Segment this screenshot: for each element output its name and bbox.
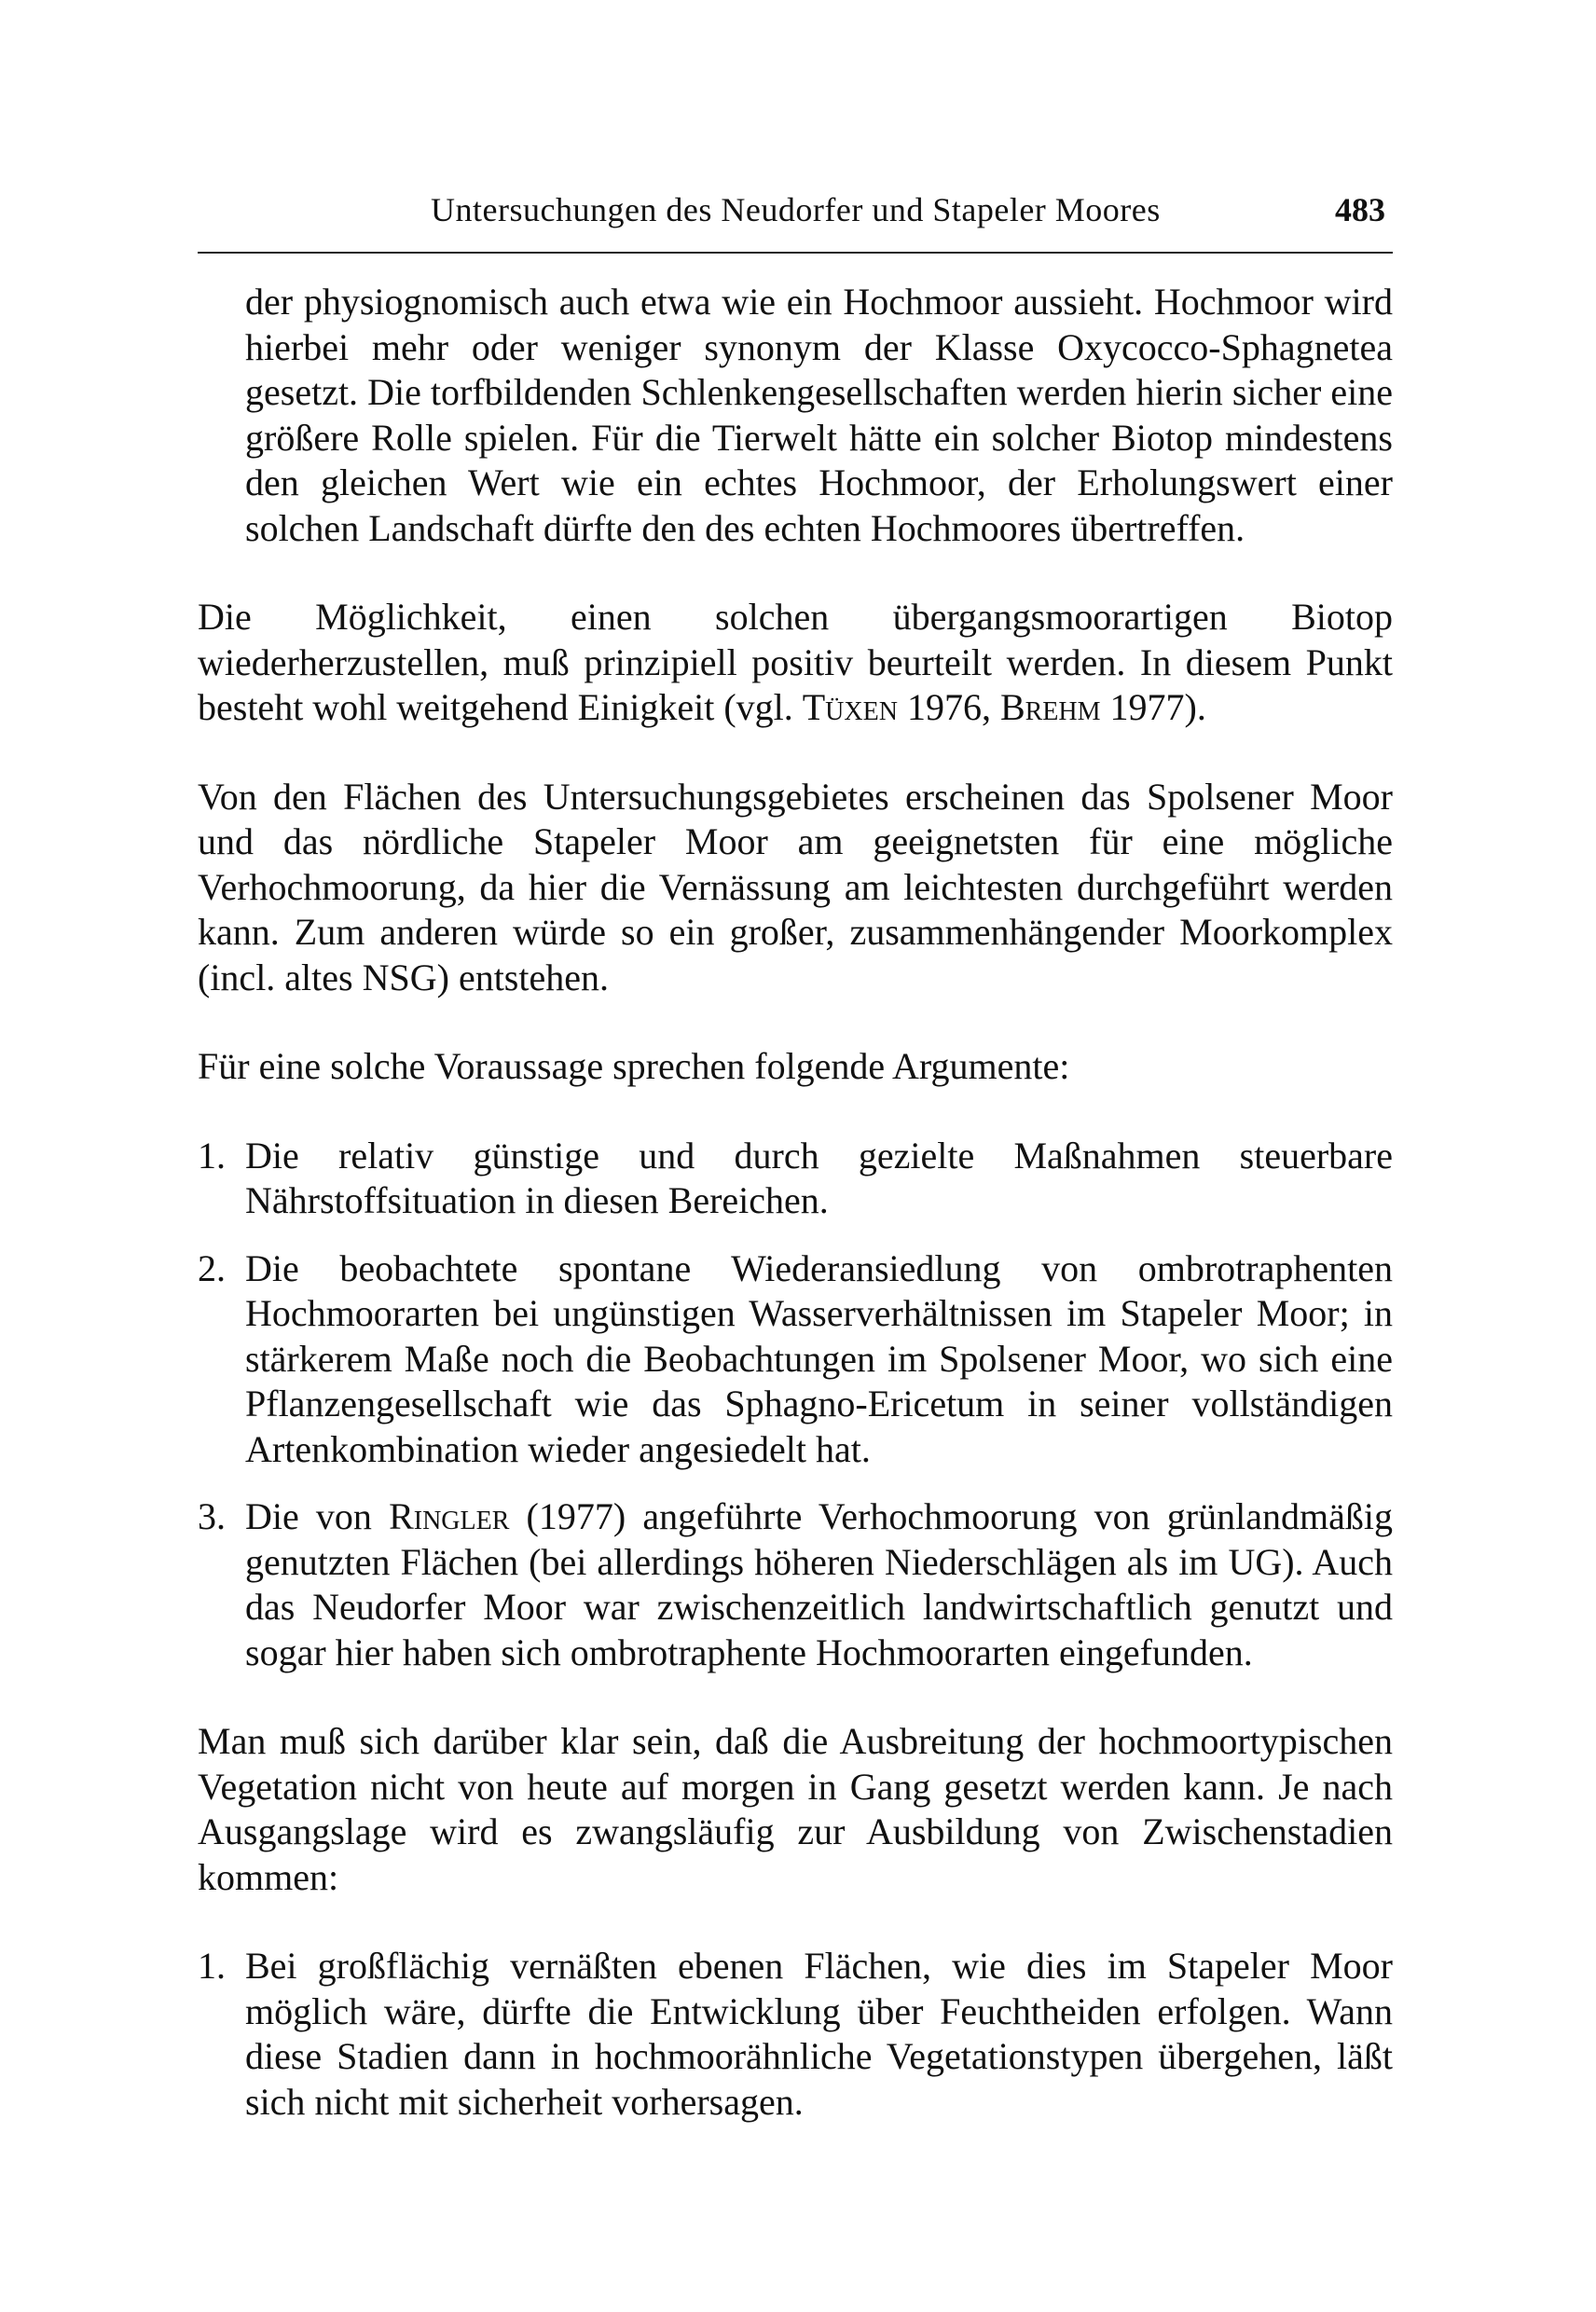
running-header	[198, 186, 1393, 254]
author-name: Brehm	[999, 686, 1101, 728]
list-item: 1. Die relativ günstige und durch gezielte Maßnahmen steuerbare Nährstoffsituation in diesen Bereichen.	[198, 1134, 1393, 1221]
author-name: Tüxen	[802, 686, 898, 728]
list-number: 1.	[198, 1945, 226, 1987]
paragraph: Für eine solche Voraussage sprechen folgende Argumente:	[198, 1045, 1070, 1087]
paragraph: Von den Flächen des Untersuchungsgebietes erscheinen das Spolsener Moor und das nördliche Stapeler Moor am geeignetsten für eine mögliche Verhochmoorung, da hier die Vernässung am leichtesten durchgeführt werden kann. Zum anderen würde so ein großer, zusammenhängender Moorkomplex (incl. altes NSG) entstehen.	[198, 775, 1393, 998]
list-number: 2.	[198, 1246, 226, 1289]
running-title: Untersuchungen des Neudorfer und Stapeler Moores	[431, 191, 1161, 228]
list-number: 3.	[198, 1495, 226, 1537]
author-name: Ringler	[389, 1495, 510, 1537]
list-item: 2. Die beobachtete spontane Wiederansiedlung von ombrotraphenten Hochmoorarten bei ungünstigen Wasserverhältnissen im Stapeler Moor; in stärkerem Maße noch die Beobachtungen im Spolsener Moor, wo sich eine Pflanzengesellschaft wie das Sphagno-Ericetum in seiner vollständigen Artenkombination wieder angesiedelt hat.	[198, 1246, 1393, 1470]
paragraph: Man muß sich darüber klar sein, daß die Ausbreitung der hochmoortypischen Vegetation nicht von heute auf morgen in Gang gesetzt werden kann. Je nach Ausgangslage wird es zwangsläufig zur Ausbildung von Zwischenstadien kommen:	[198, 1720, 1393, 1898]
paragraph: Die Möglichkeit, einen solchen übergangsmoorartigen Biotop wiederherzustellen, muß prinzipiell positiv beurteilt werden. In diesem Punkt besteht wohl weitgehend Einigkeit (vgl. Tüxen 1976, Brehm 1977).	[198, 596, 1393, 728]
argument-list	[198, 1134, 1393, 1676]
page-number: 483	[1335, 191, 1385, 228]
list-number: 1.	[198, 1134, 226, 1177]
list-item: 3. Die von Ringler (1977) angeführte Verhochmoorung von grünlandmäßig genutzten Flächen (bei allerdings höheren Niederschlägen als im UG). Auch das Neudorfer Moor war zwischenzeitlich landwirtschaftlich genutzt und sogar hier haben sich ombrotraphente Hochmoorarten eingefunden.	[198, 1495, 1393, 1673]
body-text	[198, 280, 1393, 2168]
list-item: 1. Bei großflächig vernäßten ebenen Flächen, wie dies im Stapeler Moor möglich wäre, dürfte die Entwicklung über Feuchtheiden erfolgen. Wann diese Stadien dann in hochmoorähnliche Vegetationstypen übergehen, läßt sich nicht mit sicherheit vorhersagen.	[198, 1945, 1393, 2123]
stage-list	[198, 1944, 1393, 2125]
paragraph-continued: der physiognomisch auch etwa wie ein Hochmoor aussieht. Hochmoor wird hierbei mehr oder weniger synonym der Klasse Oxycocco-Sphagnetea gesetzt. Die torfbildenden Schlenkengesellschaften werden hierin sicher eine größere Rolle spielen. Für die Tierwelt hätte ein solcher Biotop mindestens den gleichen Wert wie ein echtes Hochmoor, der Erholungswert einer solchen Landschaft dürfte den des echten Hochmoores übertreffen.	[245, 281, 1393, 549]
